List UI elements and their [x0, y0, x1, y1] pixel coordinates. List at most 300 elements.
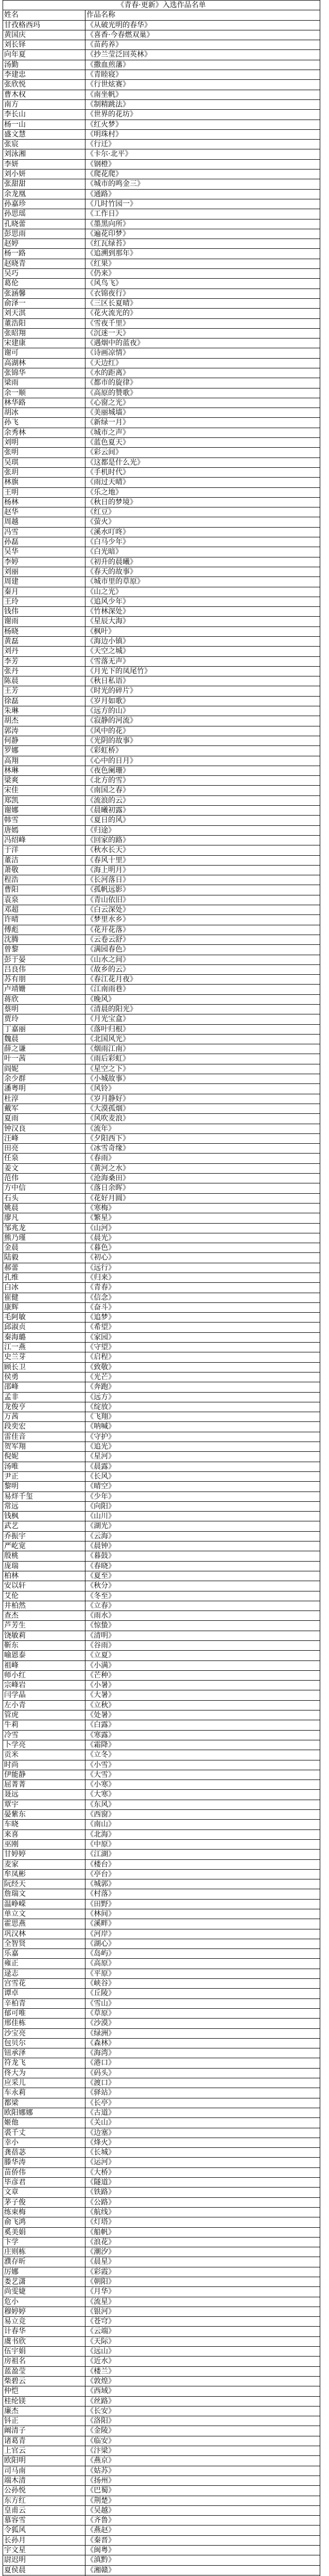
author-cell: 孙思瑶	[3, 209, 85, 219]
author-cell: 严屹宽	[3, 1541, 85, 1551]
author-cell: 尚雯婕	[3, 2287, 85, 2297]
author-cell: 董浩阳	[3, 318, 85, 328]
work-title-cell: 《秋水长天》	[85, 845, 320, 855]
work-title-cell: 《春江花月夜》	[85, 975, 320, 985]
author-cell: 曹木权	[3, 90, 85, 99]
table-row	[3, 795, 320, 805]
author-cell: 刘长铎	[3, 40, 85, 50]
author-cell: 雷佳音	[3, 1432, 85, 1442]
table-row	[3, 1203, 320, 1213]
work-title-cell: 《撒血煎藩》	[85, 60, 320, 70]
entries-body	[3, 20, 320, 2576]
work-title-cell: 《溪畔》	[85, 1919, 320, 1929]
work-title-cell: 《竹林深处》	[85, 607, 320, 617]
table-row	[3, 1631, 320, 1640]
author-cell: 毛阿敏	[3, 1313, 85, 1323]
work-title-cell: 《落日余晖》	[85, 1183, 320, 1193]
author-cell: 彭思雨	[3, 229, 85, 239]
work-title-cell: 《明珠村》	[85, 129, 320, 139]
author-cell: 车永莉	[3, 2088, 85, 2098]
work-title-cell: 《致敬》	[85, 1362, 320, 1372]
author-cell: 靳东	[3, 1640, 85, 1650]
table-row	[3, 1869, 320, 1879]
table-row	[3, 2386, 320, 2396]
author-cell: 令狐风	[3, 2526, 85, 2535]
table-row	[3, 2038, 320, 2048]
table-row	[3, 418, 320, 428]
work-title-cell: 《烽火》	[85, 2138, 320, 2147]
table-row	[3, 1780, 320, 1790]
table-row	[3, 617, 320, 626]
author-cell: 东方红	[3, 2496, 85, 2505]
work-title-cell: 《心窗之光》	[85, 398, 320, 408]
table-row	[3, 2307, 320, 2316]
work-title-cell: 《冬至》	[85, 1591, 320, 1601]
work-title-cell: 《追溯到那年》	[85, 249, 320, 259]
work-title-cell: 《归途》	[85, 825, 320, 835]
work-title-cell: 《心中的日月》	[85, 756, 320, 766]
work-title-cell: 《通路》	[85, 189, 320, 199]
work-title-cell: 《小暑》	[85, 1681, 320, 1690]
table-row	[3, 587, 320, 597]
author-cell: 曾黎	[3, 945, 85, 955]
work-title-cell: 《夏日的风》	[85, 816, 320, 825]
work-title-cell: 《丘陵》	[85, 1989, 320, 1998]
work-title-cell: 《雪落无声》	[85, 656, 320, 666]
table-row	[3, 1492, 320, 1501]
work-title-cell: 《向阳》	[85, 1501, 320, 1511]
author-cell: 常远	[3, 1501, 85, 1511]
work-title-cell: 《海上明月》	[85, 865, 320, 875]
author-cell: 卢靖姗	[3, 985, 85, 994]
work-title-cell: 《岛屿》	[85, 1949, 320, 1959]
table-row	[3, 1820, 320, 1829]
author-cell: 俞泽一	[3, 298, 85, 308]
work-title-cell: 《雪夜千里》	[85, 318, 320, 328]
work-title-cell: 《楼兰》	[85, 2366, 320, 2376]
table-row	[3, 1034, 320, 1044]
table-row	[3, 2277, 320, 2286]
author-cell: 公孙悦	[3, 2486, 85, 2496]
title-row	[3, 1, 320, 10]
work-title-cell: 《春雨》	[85, 1154, 320, 1163]
work-title-cell: 《晨曦初露》	[85, 806, 320, 816]
author-cell: 张欣悦	[3, 80, 85, 90]
author-cell: 彭于晏	[3, 955, 85, 964]
table-row	[3, 129, 320, 139]
author-cell: 高翔	[3, 756, 85, 766]
table-row	[3, 676, 320, 686]
author-cell: 欧阳明	[3, 2456, 85, 2466]
author-cell: 李婷	[3, 557, 85, 567]
work-title-cell: 《船帆》	[85, 2227, 320, 2237]
table-row	[3, 1889, 320, 1899]
table-row	[3, 2158, 320, 2167]
work-title-cell: 《远方》	[85, 1392, 320, 1402]
author-cell: 史兰芽	[3, 1352, 85, 1362]
work-title-cell: 《立夏》	[85, 1651, 320, 1660]
table-row	[3, 2476, 320, 2485]
author-cell: 向年夏	[3, 50, 85, 60]
table-row	[3, 1133, 320, 1143]
work-title-cell: 《花火流光的》	[85, 309, 320, 318]
header-work: 作品名称	[85, 10, 320, 20]
work-title-cell: 《卡尔·北平》	[85, 149, 320, 159]
author-cell: 张玥	[3, 467, 85, 477]
author-cell: 乔振宇	[3, 1531, 85, 1541]
table-row	[3, 30, 320, 40]
work-title-cell: 《暮鼓》	[85, 1551, 320, 1561]
table-row	[3, 706, 320, 716]
header-name: 姓名	[3, 10, 85, 20]
work-title-cell: 《初心》	[85, 1253, 320, 1263]
table-row	[3, 80, 320, 90]
work-title-cell: 《吴越》	[85, 2505, 320, 2515]
author-cell: 葛伦	[3, 279, 85, 289]
table-row	[3, 1402, 320, 1412]
author-cell: 郑凯	[3, 795, 85, 805]
author-cell: 戴军	[3, 1104, 85, 1113]
table-row	[3, 2019, 320, 2028]
work-title-cell: 《南国之春》	[85, 786, 320, 795]
work-title-cell: 《星辰大海》	[85, 617, 320, 626]
work-title-cell: 《远山》	[85, 2347, 320, 2357]
author-cell: 李长山	[3, 110, 85, 120]
author-cell: 巩汉林	[3, 1929, 85, 1939]
table-row	[3, 219, 320, 229]
work-title-cell: 《启程》	[85, 1352, 320, 1362]
author-cell: 沙宝亮	[3, 2028, 85, 2038]
work-title-cell: 《岁月如歌》	[85, 696, 320, 706]
work-title-cell: 《花好月圆》	[85, 1193, 320, 1203]
author-cell: 师小红	[3, 1670, 85, 1680]
table-row	[3, 2287, 320, 2297]
table-row	[3, 2516, 320, 2526]
table-row	[3, 905, 320, 915]
table-row	[3, 1909, 320, 1919]
work-title-cell: 《运河》	[85, 2158, 320, 2167]
work-title-cell: 《三区长夏晴》	[85, 298, 320, 308]
table-row	[3, 1551, 320, 1561]
work-title-cell: 《花开花落》	[85, 925, 320, 935]
table-row	[3, 99, 320, 109]
table-row	[3, 2167, 320, 2177]
table-row	[3, 1512, 320, 1521]
table-row	[3, 1581, 320, 1591]
table-row	[3, 1790, 320, 1800]
work-title-cell: 《远行》	[85, 1263, 320, 1273]
table-row	[3, 2436, 320, 2446]
work-title-cell: 《南坐帆》	[85, 90, 320, 99]
table-row	[3, 2456, 320, 2466]
author-cell: 李建忠	[3, 70, 85, 80]
table-row	[3, 2317, 320, 2327]
author-cell: 唐嫣	[3, 825, 85, 835]
author-cell: 苗侨伟	[3, 2167, 85, 2177]
work-title-cell: 《雪山》	[85, 1998, 320, 2008]
work-title-cell: 《扬州》	[85, 2476, 320, 2485]
work-title-cell: 《雨水》	[85, 1611, 320, 1621]
table-row	[3, 2496, 320, 2505]
table-row	[3, 1660, 320, 1670]
work-title-cell: 《喜香·今春燃双巢》	[85, 30, 320, 40]
author-cell: 姬他	[3, 2118, 85, 2128]
author-cell: 石头	[3, 1193, 85, 1203]
author-cell: 武艺	[3, 1521, 85, 1531]
table-row	[3, 964, 320, 974]
table-row	[3, 368, 320, 378]
author-cell: 蔡明	[3, 1004, 85, 1014]
work-title-cell: 《高原》	[85, 1959, 320, 1969]
table-row	[3, 2068, 320, 2078]
author-cell: 廖凡	[3, 1213, 85, 1223]
table-row	[3, 1720, 320, 1730]
work-title-cell: 《风铃》	[85, 1084, 320, 1094]
work-title-cell: 《美丽城墙》	[85, 408, 320, 418]
table-row	[3, 1422, 320, 1432]
work-title-cell: 《白马少年》	[85, 537, 320, 547]
work-title-cell: 《爬花爬》	[85, 170, 320, 179]
table-row	[3, 1681, 320, 1690]
author-cell: 吴巧	[3, 269, 85, 279]
author-cell: 雍正	[3, 1959, 85, 1969]
work-title-cell: 《月光下的凤尾竹》	[85, 666, 320, 676]
work-title-cell: 《大寒》	[85, 1790, 320, 1800]
table-row	[3, 756, 320, 766]
author-cell: 白冰	[3, 1283, 85, 1293]
author-cell: 陈晨	[3, 676, 85, 686]
work-title-cell: 《月光宝盒》	[85, 1014, 320, 1024]
work-title-cell: 《南山》	[85, 1820, 320, 1829]
work-title-cell: 《海边小镇》	[85, 637, 320, 647]
work-title-cell: 《燕赵》	[85, 2526, 320, 2535]
table-row	[3, 298, 320, 308]
author-cell: 周建	[3, 577, 85, 587]
table-row	[3, 249, 320, 259]
table-row	[3, 1283, 320, 1293]
work-title-cell: 《钢橙》	[85, 159, 320, 169]
author-cell: 诸葛青	[3, 2436, 85, 2446]
table-row	[3, 497, 320, 507]
table-row	[3, 1144, 320, 1154]
table-row	[3, 1432, 320, 1442]
work-title-cell: 《暮色》	[85, 1243, 320, 1253]
work-title-cell: 《沧海桑田》	[85, 1174, 320, 1183]
table-row	[3, 2247, 320, 2257]
work-title-cell: 《这都是什么光》	[85, 457, 320, 467]
table-row	[3, 1810, 320, 1820]
table-row	[3, 955, 320, 964]
table-row	[3, 90, 320, 99]
author-cell: 姜文	[3, 1163, 85, 1173]
table-row	[3, 408, 320, 418]
author-cell: 张明	[3, 448, 85, 457]
author-cell: 伍宇娟	[3, 2347, 85, 2357]
author-cell: 袁泉	[3, 895, 85, 905]
table-row	[3, 736, 320, 745]
table-row	[3, 1700, 320, 1710]
table-row	[3, 189, 320, 199]
author-cell: 康辉	[3, 1302, 85, 1312]
table-row	[3, 487, 320, 497]
work-title-cell: 《遍花印梦》	[85, 229, 320, 239]
work-title-cell: 《追光》	[85, 1442, 320, 1452]
work-title-cell: 《追风少年》	[85, 597, 320, 606]
work-title-cell: 《云端》	[85, 2327, 320, 2336]
table-row	[3, 1154, 320, 1163]
table-row	[3, 2108, 320, 2117]
table-row	[3, 2188, 320, 2197]
work-title-cell: 《白光暗》	[85, 547, 320, 557]
table-row	[3, 1352, 320, 1362]
author-cell: 孙磊	[3, 537, 85, 547]
work-title-cell: 《大桥》	[85, 2167, 320, 2177]
work-title-cell: 《流年》	[85, 1124, 320, 1133]
table-row	[3, 1959, 320, 1969]
table-row	[3, 398, 320, 408]
table-row	[3, 647, 320, 656]
work-title-cell: 《流浪的云》	[85, 795, 320, 805]
table-row	[3, 2197, 320, 2207]
author-cell: 刘泳湘	[3, 149, 85, 159]
author-cell: 吴华	[3, 547, 85, 557]
author-cell: 杨晓	[3, 626, 85, 636]
table-row	[3, 1114, 320, 1124]
table-row	[3, 1104, 320, 1113]
author-cell: 甘婷婷	[3, 1850, 85, 1859]
work-title-cell: 《归来》	[85, 1273, 320, 1283]
work-title-cell: 《大暑》	[85, 1690, 320, 1700]
work-title-cell: 《仍来》	[85, 269, 320, 279]
work-title-cell: 《灯塔》	[85, 2217, 320, 2227]
table-row	[3, 457, 320, 467]
author-cell: 王芳	[3, 686, 85, 696]
author-cell: 杨一山	[3, 120, 85, 129]
table-row	[3, 567, 320, 577]
author-cell: 许晴	[3, 915, 85, 925]
work-title-cell: 《北国风光》	[85, 1034, 320, 1044]
sheet	[3, 0, 320, 2576]
author-cell: 房祖名	[3, 2357, 85, 2366]
author-cell: 丁嘉丽	[3, 1024, 85, 1034]
author-cell: 秦海璐	[3, 1332, 85, 1342]
table-row	[3, 935, 320, 944]
author-cell: 詹瑞文	[3, 1889, 85, 1899]
work-title-cell: 《处暑》	[85, 1710, 320, 1720]
table-row	[3, 696, 320, 706]
author-cell: 刘丹	[3, 647, 85, 656]
work-title-cell: 《洛阳》	[85, 2416, 320, 2426]
table-row	[3, 1800, 320, 1809]
table-row	[3, 666, 320, 676]
table-row	[3, 656, 320, 666]
author-cell: 钟汉良	[3, 1124, 85, 1133]
table-row	[3, 328, 320, 338]
author-cell: 冷雪	[3, 1730, 85, 1740]
work-title-cell: 《星空之下》	[85, 1064, 320, 1074]
author-cell: 罗娜	[3, 746, 85, 756]
author-cell: 欧阳娜娜	[3, 2108, 85, 2117]
author-cell: 朱琳	[3, 706, 85, 716]
author-cell: 盛文慧	[3, 129, 85, 139]
author-cell: 卞学	[3, 2237, 85, 2247]
work-title-cell: 《森林》	[85, 2038, 320, 2048]
author-cell: 应采儿	[3, 2078, 85, 2088]
work-title-cell: 《春晓》	[85, 1561, 320, 1571]
work-title-cell: 《风中的花》	[85, 726, 320, 736]
author-cell: 谢可	[3, 348, 85, 358]
table-row	[3, 2376, 320, 2386]
author-cell: 文章	[3, 2188, 85, 2197]
table-row	[3, 855, 320, 865]
author-cell: 俞飞鸿	[3, 2217, 85, 2227]
author-cell: 余秀林	[3, 428, 85, 437]
table-row	[3, 2396, 320, 2406]
work-title-cell: 《江南雨巷》	[85, 985, 320, 994]
work-title-cell: 《红豆》	[85, 507, 320, 517]
author-cell: 时尚	[3, 1760, 85, 1770]
work-title-cell: 《天际》	[85, 2336, 320, 2346]
table-row	[3, 1124, 320, 1133]
author-cell: 上官云	[3, 2446, 85, 2456]
author-cell: 贾玲	[3, 1014, 85, 1024]
work-title-cell: 《苗药养》	[85, 40, 320, 50]
work-title-cell: 《岁月静好》	[85, 1094, 320, 1104]
work-title-cell: 《隧道》	[85, 2178, 320, 2188]
table-title: 《青春·更新》入选作品名单	[3, 1, 320, 10]
author-cell: 温峥嵘	[3, 1899, 85, 1909]
table-row	[3, 746, 320, 756]
author-cell: 宋佳	[3, 786, 85, 795]
work-title-cell: 《秋日的梦境》	[85, 497, 320, 507]
table-row	[3, 776, 320, 786]
author-cell: 萧敬	[3, 865, 85, 875]
work-title-cell: 《楼台》	[85, 1859, 320, 1869]
table-row	[3, 1163, 320, 1173]
work-title-cell: 《红瓦绿苔》	[85, 239, 320, 249]
author-cell: 秦月	[3, 587, 85, 597]
table-row	[3, 975, 320, 985]
table-row	[3, 378, 320, 388]
table-row	[3, 626, 320, 636]
table-row	[3, 1670, 320, 1680]
table-row	[3, 2028, 320, 2038]
work-title-cell: 《清晨的阳光》	[85, 1004, 320, 1014]
work-title-cell: 《荆楚》	[85, 2496, 320, 2505]
work-title-cell: 《大漠孤烟》	[85, 1104, 320, 1113]
table-row	[3, 40, 320, 50]
work-title-cell: 《夕阳西下》	[85, 1133, 320, 1143]
table-row	[3, 1521, 320, 1531]
author-cell: 方中信	[3, 1183, 85, 1193]
author-cell: 乐嘉	[3, 1949, 85, 1959]
work-title-cell: 《航线》	[85, 2207, 320, 2217]
author-cell: 厉娜	[3, 2267, 85, 2277]
work-title-cell: 《湘赣》	[85, 2565, 320, 2575]
author-cell: 刘天淇	[3, 309, 85, 318]
table-row	[3, 20, 320, 30]
table-row	[3, 448, 320, 457]
author-cell: 刘明	[3, 438, 85, 448]
table-row	[3, 915, 320, 925]
table-row	[3, 1412, 320, 1422]
table-row	[3, 945, 320, 955]
table-row	[3, 338, 320, 348]
table-row	[3, 1362, 320, 1372]
table-row	[3, 1014, 320, 1024]
table-row	[3, 358, 320, 368]
author-cell: 艾伦	[3, 1591, 85, 1601]
